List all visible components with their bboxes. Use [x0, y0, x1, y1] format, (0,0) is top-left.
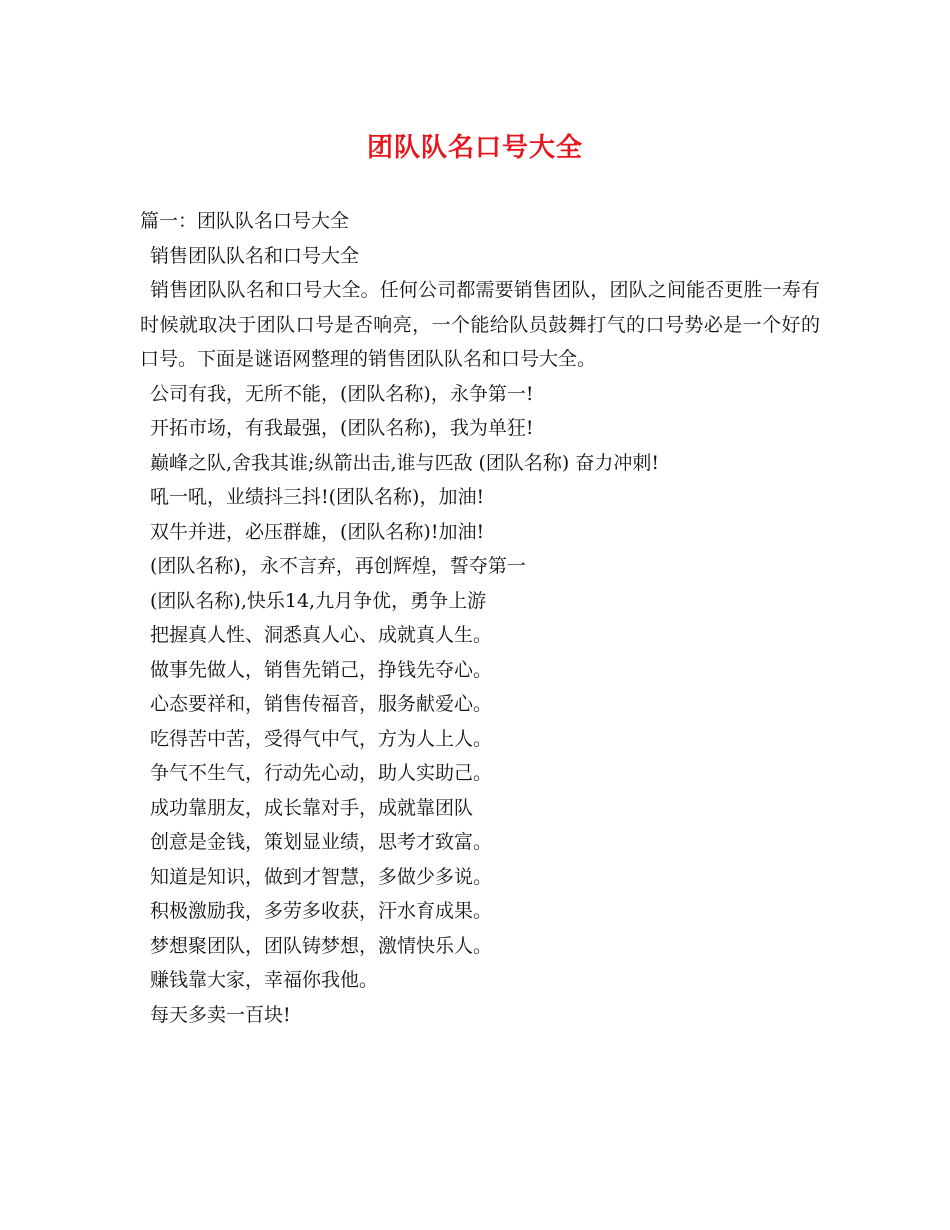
slogan-line: 积极激励我，多劳多收获，汗水育成果。 — [150, 900, 493, 922]
slogan-line: 吼一吼，业绩抖三抖!(团队名称)，加油! — [150, 486, 485, 508]
slogan-line: 巅峰之队,舍我其谁;纵箭出击,谁与匹敌 (团队名称) 奋力冲刺! — [150, 451, 660, 474]
slogan-line: 心态要祥和，销售传福音，服务献爱心。 — [150, 693, 493, 715]
slogan-line: 创意是金钱，策划显业绩，思考才致富。 — [150, 831, 493, 853]
slogan-line: (团队名称)，永不言弃，再创辉煌，誓夺第一 — [150, 555, 526, 577]
slogan-line: 争气不生气，行动先心动，助人实助己。 — [150, 762, 493, 784]
slogan-line: 赚钱靠大家，幸福你我他。 — [150, 969, 379, 991]
slogan-line: 梦想聚团队，团队铸梦想，激情快乐人。 — [150, 934, 493, 957]
slogan-line: 把握真人性、洞悉真人心、成就真人生。 — [150, 624, 493, 646]
slogan-line: (团队名称),快乐14,九月争优，勇争上游 — [150, 589, 487, 612]
slogan-list — [140, 377, 820, 1033]
slogan-line: 做事先做人，销售先销己，挣钱先夺心。 — [150, 658, 493, 681]
subheading: 销售团队队名和口号大全 — [150, 244, 360, 267]
section-heading: 篇一：团队队名口号大全 — [140, 210, 350, 232]
intro-paragraph: 销售团队队名和口号大全。任何公司都需要销售团队，团队之间能否更胜一寿有时候就取决于团队口号是否响亮，一个能给队员鼓舞打气的口号势必是一个好的口号。下面是谜语网整理的销售团队队名和口号大全。 — [140, 279, 820, 370]
slogan-line: 知道是知识，做到才智慧，多做少多说。 — [150, 865, 493, 888]
slogan-line: 成功靠朋友，成长靠对手，成就靠团队 — [150, 796, 474, 819]
slogan-line: 吃得苦中苦，受得气中气，方为人上人。 — [150, 727, 493, 750]
slogan-line: 公司有我，无所不能，(团队名称)，永争第一! — [150, 382, 534, 405]
slogan-line: 双牛并进，必压群雄，(团队名称)!加油! — [150, 520, 485, 543]
slogan-line: 每天多卖一百块! — [150, 1003, 291, 1026]
slogan-line: 开拓市场，有我最强，(团队名称)，我为单狂! — [150, 417, 534, 439]
document-title: 团队队名口号大全 — [366, 133, 583, 163]
document-body — [140, 204, 820, 1032]
